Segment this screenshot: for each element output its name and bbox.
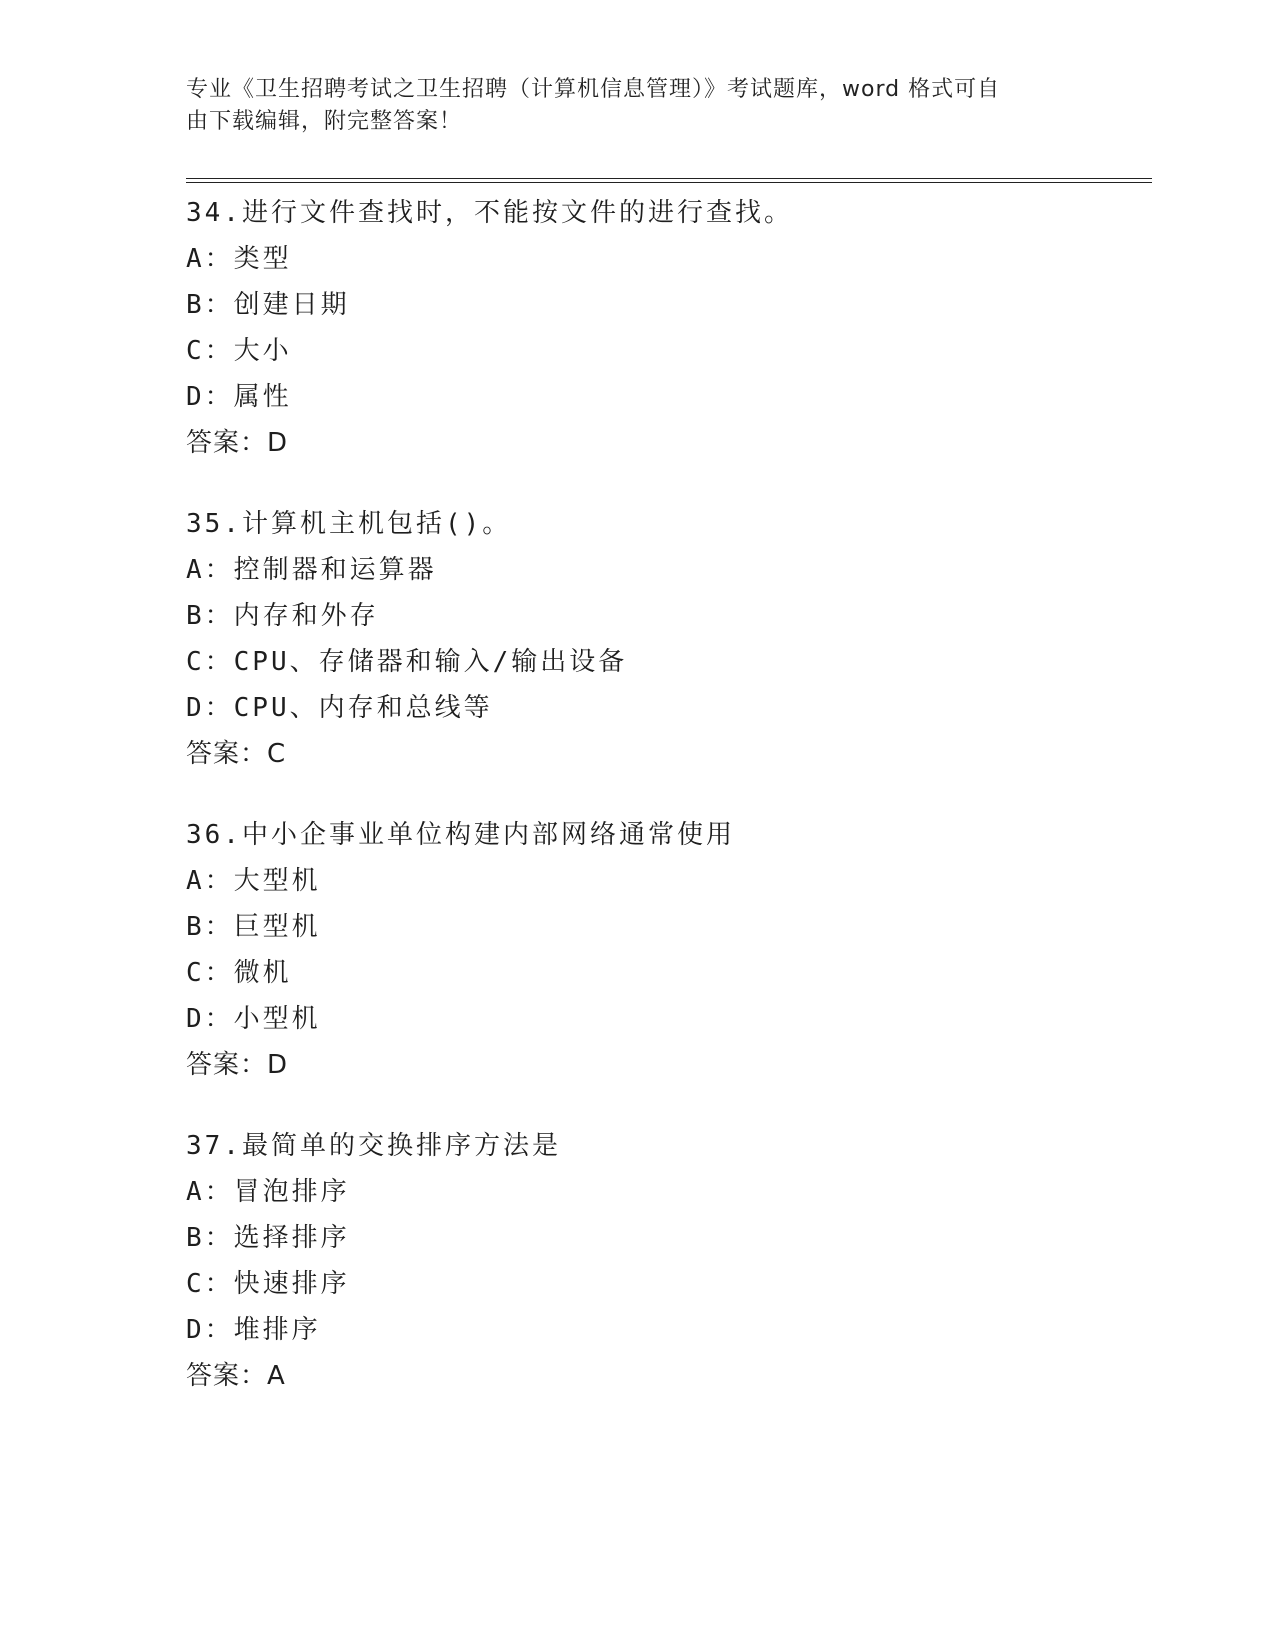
- question-stem: 36.中小企事业单位构建内部网络通常使用: [186, 820, 735, 850]
- header-divider: [186, 178, 1152, 179]
- option-d: D：CPU、内存和总线等: [186, 693, 493, 723]
- option-b: B：内存和外存: [186, 601, 379, 631]
- option-c: C：大小: [186, 336, 292, 366]
- answer-value: A: [267, 1361, 286, 1391]
- header-line-1: 专业《卫生招聘考试之卫生招聘（计算机信息管理）》考试题库，word 格式可自: [186, 77, 1001, 102]
- answer-label: 答案：: [186, 1361, 268, 1391]
- answer-label: 答案：: [186, 739, 268, 769]
- option-b: B：创建日期: [186, 290, 350, 320]
- option-c: C：快速排序: [186, 1269, 350, 1299]
- header-divider-secondary: [186, 182, 1152, 183]
- question-list: [186, 190, 1146, 1434]
- option-a: A：大型机: [186, 866, 321, 896]
- option-c: C：CPU、存储器和输入/输出设备: [186, 647, 628, 677]
- answer-label: 答案：: [186, 1050, 268, 1080]
- option-a: A：冒泡排序: [186, 1177, 350, 1207]
- question-35: [186, 501, 1146, 777]
- question-stem: 37.最简单的交换排序方法是: [186, 1131, 561, 1161]
- answer-label: 答案：: [186, 428, 268, 458]
- header-line-2: 由下载编辑，附完整答案！: [186, 109, 463, 134]
- answer-value: D: [267, 1050, 289, 1080]
- option-c: C：微机: [186, 958, 292, 988]
- answer-value: C: [267, 739, 287, 769]
- option-d: D：小型机: [186, 1004, 321, 1034]
- option-a: A：类型: [186, 244, 292, 274]
- option-b: B：巨型机: [186, 912, 321, 942]
- answer-line: [186, 731, 1146, 777]
- answer-line: [186, 420, 1146, 466]
- option-b: B：选择排序: [186, 1223, 350, 1253]
- question-34: [186, 190, 1146, 466]
- option-d: D：属性: [186, 382, 292, 412]
- option-a: A：控制器和运算器: [186, 555, 437, 585]
- question-37: [186, 1123, 1146, 1399]
- question-stem: 35.计算机主机包括()。: [186, 509, 512, 539]
- answer-line: [186, 1353, 1146, 1399]
- answer-line: [186, 1042, 1146, 1088]
- question-36: [186, 812, 1146, 1088]
- option-d: D：堆排序: [186, 1315, 321, 1345]
- question-stem: 34.进行文件查找时，不能按文件的进行查找。: [186, 198, 793, 228]
- document-header: [186, 74, 1066, 138]
- answer-value: D: [267, 428, 289, 458]
